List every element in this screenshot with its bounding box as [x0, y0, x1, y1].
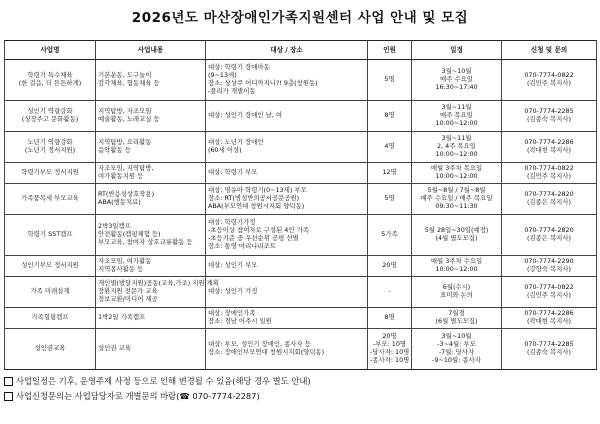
cell-line: 09:30~11:30: [435, 201, 478, 210]
cell-line: (6월 별도모집): [435, 317, 478, 325]
program-name-cell: [5, 60, 96, 101]
cell-line: (성장주고 문화활동): [21, 114, 79, 123]
cell-line: 7월경: [448, 309, 465, 318]
cell-line: 16:30~17:40: [435, 82, 478, 91]
cell-line: 070-7774-2286: [524, 138, 574, 147]
cell-line: 자조모임, 지역탐방,: [98, 164, 154, 173]
contact-cell: [502, 162, 597, 183]
content-cell: [96, 131, 206, 162]
table-row: [5, 183, 597, 214]
cell-line: 대상: 학령기 장애아동: [208, 63, 270, 72]
people-cell: [368, 307, 412, 328]
target-cell: [206, 255, 368, 276]
schedule-cell: [412, 162, 502, 183]
cell-line: 여가활동지원 등: [98, 171, 144, 180]
cell-line: -9~10월: 종사자: [432, 355, 481, 364]
cell-line: 대상: 성인기 가정: [208, 287, 258, 296]
schedule-cell: [412, 100, 502, 131]
people-cell: [368, 214, 412, 255]
cell-line: 표미와 논의: [440, 290, 473, 299]
checkbox-icon: [4, 377, 13, 386]
table-row: [5, 162, 597, 183]
header-content: 사업내용: [96, 41, 206, 60]
cell-line: -당사자: 10명: [370, 348, 410, 357]
schedule-cell: [412, 214, 502, 255]
schedule-cell: [412, 307, 502, 328]
cell-line: 10:00~12:00: [435, 118, 478, 127]
cell-line: 3월~11월: [441, 134, 472, 143]
note-text: 사업일정은 기후, 운영주제 사정 등으로 인해 변경될 수 있음(해당 경우 별도 안내): [16, 376, 311, 386]
cell-line: (김종은 복지사): [526, 197, 572, 206]
cell-line: (김민주 복지사): [526, 290, 572, 299]
people-cell: [368, 60, 412, 101]
table-row: [5, 276, 597, 307]
note-text: 사업신청문의는 사업담당자로 개별문의 바람(☎ 070-7774-2287): [16, 391, 260, 401]
cell-line: 10:00~12:00: [435, 264, 478, 273]
target-cell: [206, 307, 368, 328]
cell-line: 대상: 노년기 장애인: [208, 138, 264, 147]
cell-line: (강향숙 복지사): [526, 264, 572, 273]
cell-line: 5명: [384, 194, 395, 203]
cell-line: 지역탐방, 자조모임: [98, 107, 152, 116]
cell-line: 가족품목세 부모교육: [21, 194, 79, 203]
content-cell: [96, 255, 206, 276]
cell-line: 학령기 SST캠프: [27, 230, 73, 239]
program-name-cell: [5, 307, 96, 328]
cell-line: 성인기부모 정서지원: [21, 261, 79, 270]
cell-line: 070-7774-2285: [524, 340, 574, 349]
program-name-cell: [5, 100, 96, 131]
table-row: [5, 100, 597, 131]
cell-line: 070-7774-0822: [524, 283, 574, 292]
cell-line: 5월 28일~30일(예정): [424, 226, 489, 235]
cell-line: 8명: [384, 111, 395, 119]
target-cell: [206, 131, 368, 162]
cell-line: 5가족: [381, 230, 398, 239]
content-cell: [96, 162, 206, 183]
cell-line: 지역탐방, 요리활동: [98, 138, 152, 147]
cell-line: 12명: [382, 168, 397, 177]
cell-line: 1박2일 가족캠프: [98, 313, 146, 322]
content-cell: [96, 60, 206, 101]
target-cell: [206, 329, 368, 370]
content-cell: [96, 307, 206, 328]
cell-line: -: [388, 287, 391, 296]
schedule-cell: [412, 255, 502, 276]
cell-line: 가족 미래설계: [30, 287, 70, 296]
table-row: [5, 214, 597, 255]
cell-line: (김민주 복지사): [526, 171, 572, 180]
table-header-row: [5, 41, 597, 60]
cell-line: RT(반응성상호작용): [98, 190, 155, 199]
note-item: [4, 374, 596, 389]
cell-line: 5월~8월 / 7월~8월: [427, 186, 486, 195]
cell-line: 070-7774-0822: [524, 164, 574, 173]
contact-cell: [502, 183, 597, 214]
cell-line: 자조모임, 여가활동: [98, 257, 152, 266]
cell-line: 음악활동 등: [98, 145, 131, 154]
cell-line: 개인별(발달지원)공동(교육,가조) 지원 계획: [98, 279, 220, 288]
cell-line: 학령기부모 정서지원: [21, 168, 79, 177]
cell-line: 장소: 상상쿠 어디까지니?! 9층(창원동): [208, 78, 318, 87]
cell-line: 070-7774-2285: [524, 107, 574, 116]
cell-line: 장소: 장애인부모연대 창원시지회(양덕동): [208, 348, 325, 357]
contact-cell: [502, 307, 597, 328]
schedule-cell: [412, 276, 502, 307]
cell-line: 부모교육, 참여자 상호교류활동 등: [98, 237, 193, 246]
target-cell: [206, 183, 368, 214]
cell-line: 지역봉사활동 등: [98, 264, 144, 273]
cell-line: 3월~10월: [441, 332, 472, 341]
cell-line: 대상: 성인기 장애인 남, 여: [208, 111, 283, 119]
content-cell: [96, 183, 206, 214]
cell-line: (김민주 복지사): [526, 78, 572, 87]
program-table: [4, 40, 597, 370]
cell-line: 매주 목요일: [440, 111, 473, 119]
program-name-cell: [5, 214, 96, 255]
program-name-cell: [5, 276, 96, 307]
page-title: 2026년도 마산장애인가족지원센터 사업 안내 및 모집: [131, 10, 469, 26]
cell-line: 장소: RT(병성반의공서공문공원): [208, 194, 300, 203]
cell-line: 대상: 장애인가족: [208, 309, 256, 318]
cell-line: 3월~11월: [441, 103, 472, 112]
cell-line: 정보교환/미디어 제공: [98, 294, 158, 303]
cell-line: 대상: 학령기가정: [208, 218, 256, 227]
cell-line: 장환지원 전문가 교육: [98, 287, 158, 296]
cell-line: 예술활동, 노래교실 등: [98, 114, 160, 123]
cell-line: -부모: 10명: [372, 340, 407, 349]
cell-line: 대상: 학령기 부모: [208, 168, 258, 177]
cell-line: (60세 이상): [208, 145, 242, 154]
program-name-cell: [5, 131, 96, 162]
cell-line: 기본운동, 도구놀이: [98, 71, 152, 80]
program-name-cell: [5, 329, 96, 370]
cell-line: (김종숙 복지사): [526, 348, 572, 357]
cell-line: 매주 수요일 / 매주 목요일: [420, 194, 493, 203]
cell-line: 3월~10월: [441, 67, 472, 76]
target-cell: [206, 214, 368, 255]
table-row: [5, 131, 597, 162]
table-row: [5, 60, 597, 101]
content-cell: [96, 214, 206, 255]
cell-line: 4명: [384, 142, 395, 150]
cell-line: (4월 별도모집): [435, 233, 478, 242]
contact-cell: [502, 100, 597, 131]
people-cell: [368, 329, 412, 370]
header-schedule: 일정: [412, 41, 502, 60]
people-cell: [368, 131, 412, 162]
cell-line: 대상: 부모, 성인기 장애인, 종사자 등: [208, 340, 311, 349]
target-cell: [206, 100, 368, 131]
cell-line: 매월 3주차 수요일: [430, 257, 483, 266]
table-body: [5, 60, 597, 370]
cell-line: 감각체육, 협동체육 등: [98, 78, 160, 87]
cell-line: 2, 4주 목요일: [437, 142, 476, 150]
cell-line: 070-7774-2820: [524, 190, 574, 199]
cell-line: 10:00~12:00: [435, 149, 478, 158]
people-cell: [368, 276, 412, 307]
cell-line: -초등기준 중 우선순위 공평 선별: [208, 233, 299, 242]
cell-line: 8명: [384, 313, 395, 322]
cell-line: (김종숙 복지사): [526, 114, 572, 123]
schedule-cell: [412, 60, 502, 101]
cell-line: -플리가 개별이동: [208, 86, 256, 95]
contact-cell: [502, 131, 597, 162]
cell-line: ABA(행동치료): [98, 197, 141, 206]
cell-line: (노년기 정서지원): [24, 145, 76, 154]
cell-line: ABA(부모연대 창원시지회 양덕동): [208, 201, 305, 210]
header-target-place: 대상 / 장소: [206, 41, 368, 60]
target-cell: [206, 162, 368, 183]
people-cell: [368, 162, 412, 183]
people-cell: [368, 255, 412, 276]
notes-section: [4, 374, 596, 404]
contact-cell: [502, 329, 597, 370]
program-name-cell: [5, 183, 96, 214]
cell-line: -7월: 당사자: [438, 348, 475, 357]
header-people: 인원: [368, 41, 412, 60]
cell-line: 대상: 영유아·학령기(0~13세) 부모: [208, 186, 307, 195]
cell-line: 안전활동(캠핑체험 등): [98, 230, 161, 239]
cell-line: 매주 수요일: [440, 75, 473, 84]
target-cell: [206, 60, 368, 101]
program-name-cell: [5, 162, 96, 183]
cell-line: (곽대현 복지사): [526, 317, 572, 325]
cell-line: (곽대현 복지사): [526, 145, 572, 154]
content-cell: [96, 100, 206, 131]
cell-line: -초등이상 참여자로 구성된 4인 가족: [208, 226, 309, 235]
cell-line: 학령기 특수체육: [27, 71, 73, 80]
schedule-cell: [412, 183, 502, 214]
cell-line: 20명: [382, 261, 397, 270]
cell-line: (한 걸음, 더 튼튼하게): [18, 78, 82, 87]
note-item: [4, 389, 596, 404]
table-row: [5, 307, 597, 328]
table-row: [5, 329, 597, 370]
cell-line: 성인기 역량강화: [27, 107, 73, 116]
cell-line: -3~4월: 부모: [437, 340, 476, 349]
contact-cell: [502, 255, 597, 276]
cell-line: 070-7774-2286: [524, 309, 574, 318]
cell-line: 070-7774-2290: [524, 257, 574, 266]
target-cell: [206, 276, 368, 307]
cell-line: 070-7774-0822: [524, 71, 574, 80]
schedule-cell: [412, 131, 502, 162]
cell-line: 매월 3주차 목요일: [430, 164, 483, 173]
cell-line: 성인권 교육: [98, 344, 131, 353]
cell-line: 대상: 성인기 부모: [208, 261, 258, 270]
contact-cell: [502, 214, 597, 255]
cell-line: 6월(수시): [442, 283, 471, 292]
schedule-cell: [412, 329, 502, 370]
contact-cell: [502, 276, 597, 307]
cell-line: (김종은 복지사): [526, 233, 572, 242]
header-program-name: 사업명: [5, 41, 96, 60]
cell-line: (9~13세): [208, 71, 237, 80]
people-cell: [368, 183, 412, 214]
cell-line: -종사자: 10명: [370, 355, 410, 364]
cell-line: 장소: 경남 어주시 일원: [208, 317, 272, 325]
cell-line: 5명: [384, 75, 395, 84]
cell-line: 장소: 통영 마리나리조트: [208, 241, 276, 250]
content-cell: [96, 329, 206, 370]
content-cell: [96, 276, 220, 307]
cell-line: 20명: [382, 332, 397, 341]
cell-line: 2박3일캠프: [98, 222, 131, 231]
header-contact: 신청 및 문의: [502, 41, 597, 60]
cell-line: 10:00~12:00: [435, 171, 478, 180]
cell-line: 가족힐링캠프: [31, 313, 69, 322]
cell-line: 성인권교육: [34, 344, 66, 353]
table-row: [5, 255, 597, 276]
checkbox-icon: [4, 392, 13, 401]
cell-line: 노년기 역량강화: [27, 138, 73, 147]
cell-line: 070-7774-2820: [524, 226, 574, 235]
program-name-cell: [5, 255, 96, 276]
people-cell: [368, 100, 412, 131]
contact-cell: [502, 60, 597, 101]
